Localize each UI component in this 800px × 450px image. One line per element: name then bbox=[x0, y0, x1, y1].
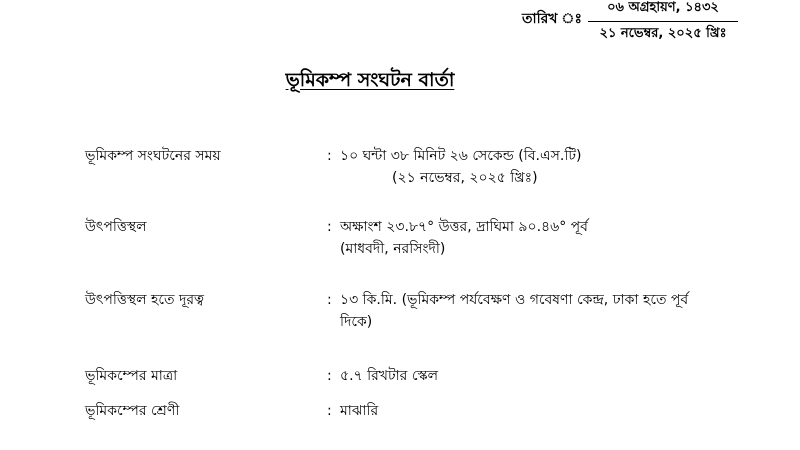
date-bangla: ০৬ অগ্রহায়ণ, ১৪৩২ bbox=[607, 0, 719, 15]
date-gregorian: ২১ নভেম্বর, ২০২৫ খ্রিঃ bbox=[599, 26, 727, 41]
field-label-distance: উৎপত্তিস্থল হতে দূরত্ব bbox=[85, 292, 205, 308]
field-colon: : bbox=[327, 148, 332, 164]
field-label-time: ভূমিকম্প সংঘটনের সময় bbox=[85, 148, 221, 164]
field-value-origin bbox=[340, 216, 770, 260]
field-label-class: ভূমিকম্পের শ্রেণী bbox=[85, 403, 180, 419]
field-label-origin: উৎপত্তিস্থল bbox=[85, 219, 147, 235]
date-label: তারিখ ঃ bbox=[522, 11, 582, 27]
page-title: ভূমিকম্প সংঘটন বার্তা bbox=[285, 69, 455, 91]
field-value-distance bbox=[340, 289, 770, 333]
origin-line-2: (মাধবদী, নরসিংদী) bbox=[340, 241, 446, 257]
class-value: মাঝারি bbox=[340, 403, 379, 419]
field-value-magnitude bbox=[340, 365, 770, 387]
date-divider bbox=[588, 21, 738, 22]
magnitude-value: ৫.৭ রিখটার স্কেল bbox=[340, 368, 439, 384]
field-colon: : bbox=[327, 292, 332, 308]
origin-line-1: অক্ষাংশ ২৩.৮৭° উত্তর, দ্রাঘিমা ৯০.৪৬° পূর্ব bbox=[340, 219, 588, 235]
field-colon: : bbox=[327, 403, 332, 419]
time-line-1: ১০ ঘন্টা ৩৮ মিনিট ২৬ সেকেন্ড (বি.এস.টি) bbox=[340, 148, 582, 164]
field-value-time bbox=[340, 145, 770, 189]
field-colon: : bbox=[327, 219, 332, 235]
field-colon: : bbox=[327, 368, 332, 384]
field-value-class bbox=[340, 400, 770, 422]
distance-line-2: দিকে) bbox=[340, 314, 373, 330]
distance-line-1: ১৩ কি.মি. (ভূমিকম্প পর্যবেক্ষণ ও গবেষণা কেন্দ্র, ঢাকা হতে পূর্ব bbox=[340, 292, 689, 308]
field-label-magnitude: ভূমিকম্পের মাত্রা bbox=[85, 368, 178, 384]
date-block bbox=[500, 0, 745, 50]
time-line-2: (২১ নভেম্বর, ২০২৫ খ্রিঃ) bbox=[392, 170, 538, 186]
